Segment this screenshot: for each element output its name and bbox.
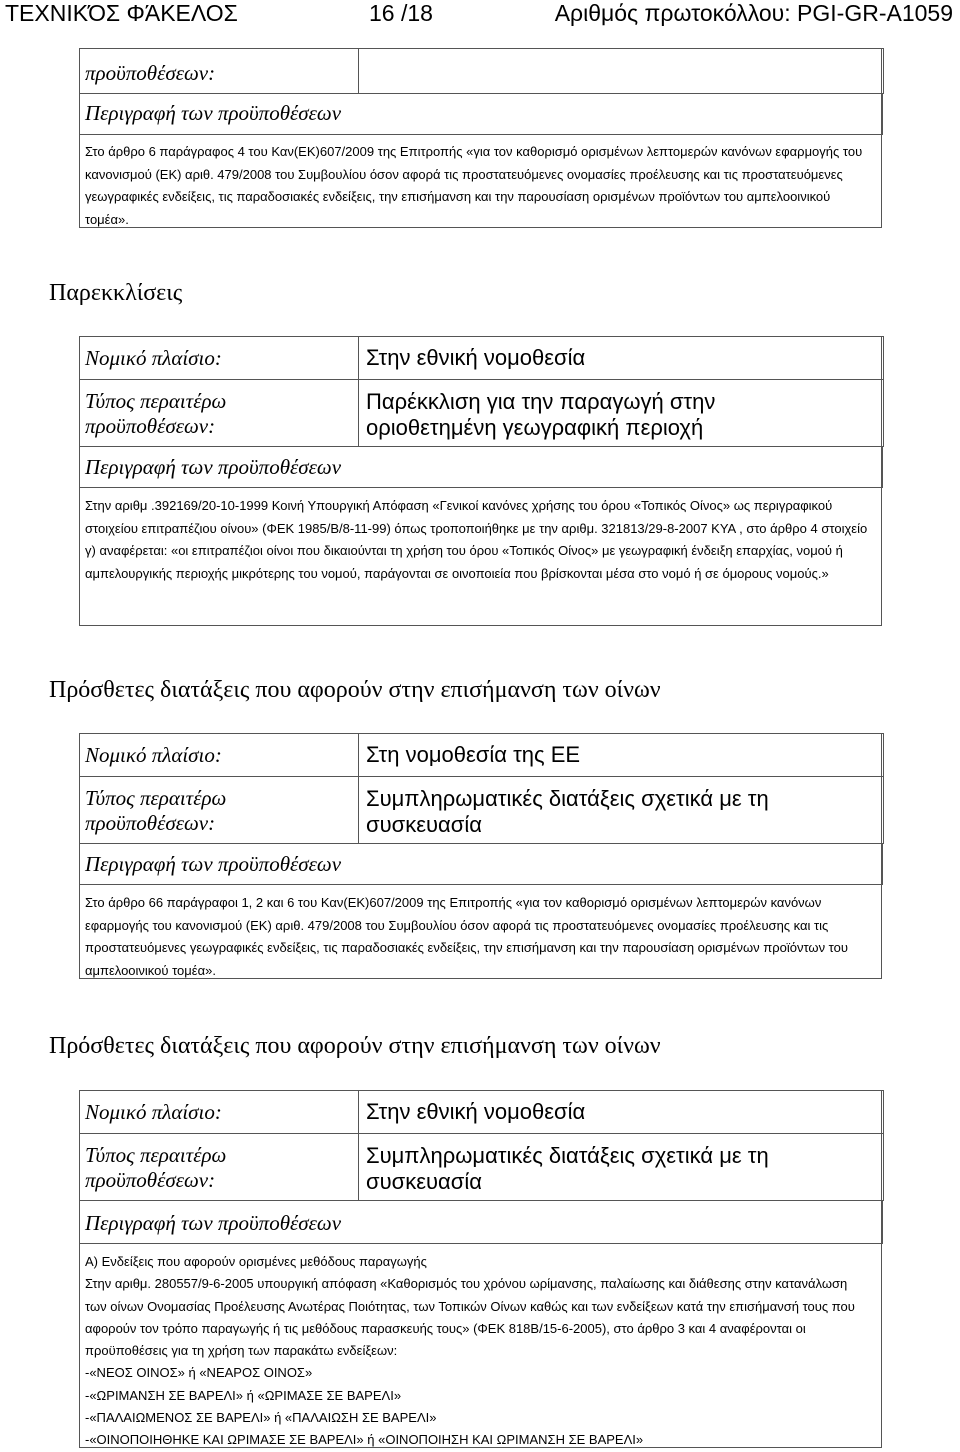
production-methods-heading: Α) Ενδείξεις που αφορούν ορισμένες μεθόδους παραγωγής xyxy=(85,1254,427,1269)
labelling-national-box xyxy=(79,1090,882,1448)
description-label: Περιγραφή των προϋποθέσεων xyxy=(85,1211,342,1235)
indication-item: -«ΩΡΙΜΑΝΣΗ ΣΕ ΒΑΡΕΛΙ» ή «ΩΡΙΜΑΣΕ ΣΕ ΒΑΡΕΛΙ» xyxy=(85,1387,402,1403)
legal-framework-value: Στη νομοθεσία της ΕΕ xyxy=(366,742,581,767)
legal-framework-label: Νομικό πλαίσιο: xyxy=(85,346,222,370)
condition-type-label: Τύπος περαιτέρω προϋποθέσεων: xyxy=(85,1143,227,1192)
section-heading-derogations: Παρεκκλίσεις xyxy=(49,280,183,306)
condition-type-value: Παρέκκλιση για την παραγωγή στην οριοθετημένη γεωγραφική περιοχή xyxy=(366,389,716,440)
condition-type-label: Τύπος περαιτέρω προϋποθέσεων: xyxy=(85,389,227,438)
condition-type-label: Τύπος περαιτέρω προϋποθέσεων: xyxy=(85,786,227,835)
page-number: 16 /18 xyxy=(369,0,433,26)
section-heading-labelling-eu: Πρόσθετες διατάξεις που αφορούν στην επισήμανση των οίνων xyxy=(49,677,661,703)
legal-framework-label: Νομικό πλαίσιο: xyxy=(85,1100,222,1124)
indication-item: -«ΟΙΝΟΠΟΙΗΘΗΚΕ ΚΑΙ ΩΡΙΜΑΣΕ ΣΕ ΒΑΡΕΛΙ» ή «ΟΙΝΟΠΟΙΗΣΗ ΚΑΙ ΩΡΙΜΑΝΣΗ ΣΕ ΒΑΡΕΛΙ» xyxy=(85,1432,644,1448)
indication-item: -«ΠΑΛΑΙΩΜΕΝΟΣ ΣΕ ΒΑΡΕΛΙ» ή «ΠΑΛΑΙΩΣΗ ΣΕ ΒΑΡΕΛΙ» xyxy=(85,1410,437,1426)
description-text: Στο άρθρο 6 παράγραφος 4 του Καν(ΕΚ)607/2009 της Επιτροπής «για τον καθορισμό ορισμένων λεπτομερών κανόνων εφαρμογής του κανονισμού (ΕΚ) αριθ. 479/2008 του Συμβουλίου όσον αφορά τις προστατευόμενες ονομασίες προέλευσης και τις προστατευόμενες γεωγραφικές ενδείξεις, τις παραδοσιακές ενδείξεις, την επισήμανση και την παρουσίαση ορισμένων προϊόντων του αμπελοοινικού τομέα». xyxy=(85,144,863,227)
condition-type-value: Συμπληρωματικές διατάξεις σχετικά με τη συσκευασία xyxy=(366,1143,769,1194)
legal-framework-label: Νομικό πλαίσιο: xyxy=(85,743,222,767)
conditions-box-continued xyxy=(79,48,882,228)
description-text: Στο άρθρο 66 παράγραφοι 1, 2 και 6 του Καν(ΕΚ)607/2009 της Επιτροπής «για τον καθορισμό ορισμένων λεπτομερών κανόνων εφαρμογής του κανονισμού (ΕΚ) αριθ. 479/2008 του Συμβουλίου όσον αφορά τις προστατευόμενες ονομασίες προέλευσης και τις προστατευόμενες γεωγραφικές ενδείξεις, τις παραδοσιακές ενδείξεις, την επισήμανση και την παρουσίαση ορισμένων προϊόντων του αμπελοοινικού τομέα». xyxy=(85,895,848,978)
description-label: Περιγραφή των προϋποθέσεων xyxy=(85,455,342,479)
derogations-box xyxy=(79,336,882,626)
labelling-eu-box xyxy=(79,733,882,979)
document-title: ΤΕΧΝΙΚΌΣ ΦΆΚΕΛΟΣ xyxy=(5,0,238,26)
ministerial-decision-text: Στην αριθμ. 280557/9-6-2005 υπουργική απόφαση «Καθορισμός του χρόνου ωρίμανσης, παλαίωσης και διάθεσης στην κατανάλωση των οίνων Ονομασίας Προέλευσης Ανωτέρας Ποιότητας, των Τοπικών Οίνων καθώς και των ενδείξεων κατά την επισήμανσή τους που αφορούν τον τρόπο παραγωγής ή τις μεθόδους παρασκευής τους» (ΦΕΚ 818Β/15-6-2005), στο άρθρο 3 και 4 αναφέρονται οι προϋποθέσεις για τη χρήση των παρακάτω ενδείξεων: xyxy=(85,1276,855,1359)
indication-item: -«ΝΕΟΣ ΟΙΝΟΣ» ή «ΝΕΑΡΟΣ ΟΙΝΟΣ» xyxy=(85,1365,313,1381)
description-label: Περιγραφή των προϋποθέσεων xyxy=(85,852,342,876)
description-label: Περιγραφή των προϋποθέσεων xyxy=(85,101,342,125)
value-cell xyxy=(358,48,884,94)
legal-framework-value: Στην εθνική νομοθεσία xyxy=(366,1099,586,1124)
page-header xyxy=(5,0,955,28)
conditions-label: προϋποθέσεων: xyxy=(85,61,216,85)
description-body xyxy=(85,1251,869,1452)
description-text: Στην αριθμ .392169/20-10-1999 Κοινή Υπουργική Απόφαση «Γενικοί κανόνες χρήσης του όρου «Τοπικός Οίνος» ως περιγραφικού στοιχείου επιτραπέζιου οίνου» (ΦΕΚ 1985/Β/8-11-99) όπως τροποποιήθηκε με την αριθμ. 321813/29-8-2007 ΚΥΑ , στο άρθρο 4 στοιχείο γ) αναφέρεται: «οι επιτραπέζιοι οίνοι που δικαιούνται τη χρήση του όρου «Τοπικός Οίνος» με γεωγραφική ένδειξη επαρχίας, νομού ή αμπελουργικής περιοχής μικρότερης του νομού, παράγονται σε οινοποιεία που βρίσκονται μέσα στο νομό ή σε όμορους νομούς.» xyxy=(85,498,868,581)
protocol-number: Αριθμός πρωτοκόλλου: PGI-GR-A1059 xyxy=(554,0,953,26)
section-heading-labelling-national: Πρόσθετες διατάξεις που αφορούν στην επισήμανση των οίνων xyxy=(49,1033,661,1059)
condition-type-value: Συμπληρωματικές διατάξεις σχετικά με τη συσκευασία xyxy=(366,786,769,837)
legal-framework-value: Στην εθνική νομοθεσία xyxy=(366,345,586,370)
